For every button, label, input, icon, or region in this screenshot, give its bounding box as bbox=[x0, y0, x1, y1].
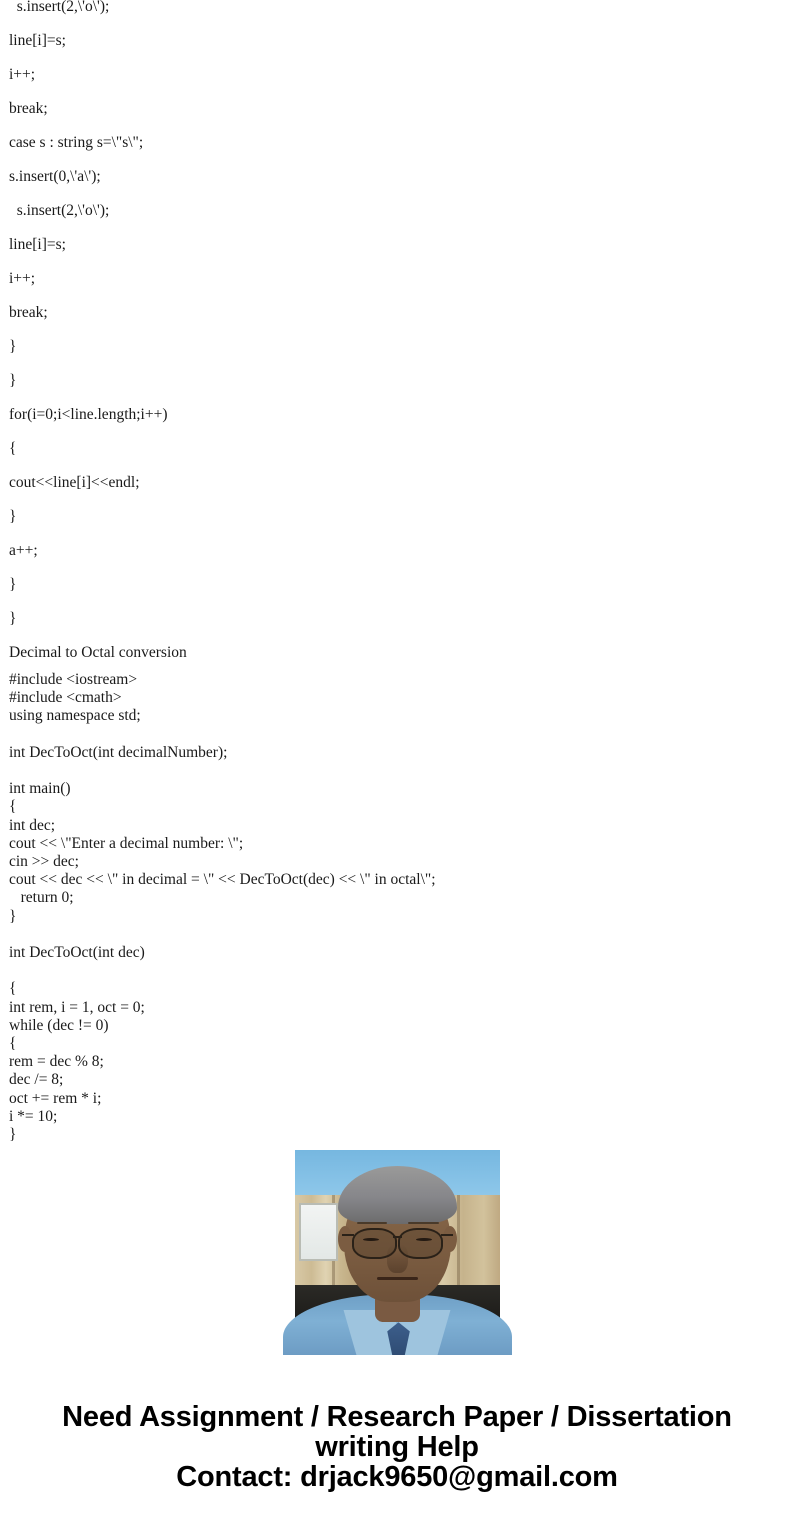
code-line: int dec; bbox=[9, 816, 56, 834]
code-line: case s : string s=\"s\"; bbox=[9, 134, 144, 151]
code-line: s.insert(2,\'o\'); bbox=[9, 202, 110, 219]
code-line: cin >> dec; bbox=[9, 853, 79, 870]
code-block-tight bbox=[9, 671, 789, 1144]
code-line: i++; bbox=[9, 66, 36, 83]
code-line: line[i]=s; bbox=[9, 32, 66, 49]
code-line: for(i=0;i<line.length;i++) bbox=[9, 406, 168, 423]
code-line: } bbox=[9, 372, 17, 389]
code-line-blank bbox=[9, 962, 789, 980]
photo-eyeglass-temple-left bbox=[342, 1234, 354, 1236]
code-line: } bbox=[9, 1126, 17, 1144]
code-line: { bbox=[9, 980, 17, 998]
footer bbox=[0, 1402, 794, 1492]
code-line: } bbox=[9, 338, 17, 355]
photo-mouth bbox=[377, 1277, 418, 1280]
code-line: int main() bbox=[9, 780, 71, 798]
avatar-wrapper bbox=[295, 1150, 500, 1355]
section-heading-decimal-to-octal: Decimal to Octal conversion bbox=[9, 644, 187, 661]
code-line: s.insert(0,\'a\'); bbox=[9, 168, 101, 185]
code-line: cout<<line[i]<<endl; bbox=[9, 474, 140, 491]
code-line: break; bbox=[9, 100, 48, 117]
code-line: #include <iostream> bbox=[9, 671, 138, 688]
code-line: oct += rem * i; bbox=[9, 1089, 102, 1107]
code-line: break; bbox=[9, 304, 48, 321]
code-line: } bbox=[9, 610, 17, 627]
footer-headline: Need Assignment / Research Paper / Dissertation writing Help bbox=[62, 1401, 732, 1463]
code-line: int rem, i = 1, oct = 0; bbox=[9, 998, 145, 1016]
code-line: { bbox=[9, 798, 17, 816]
code-line: while (dec != 0) bbox=[9, 1016, 109, 1034]
code-line: using namespace std; bbox=[9, 707, 141, 725]
code-line: i *= 10; bbox=[9, 1107, 58, 1125]
photo-eyeglass-bridge bbox=[393, 1236, 401, 1238]
code-line: cout << \"Enter a decimal number: \"; bbox=[9, 834, 244, 852]
photo-eyebrow-left bbox=[357, 1222, 388, 1225]
code-line: dec /= 8; bbox=[9, 1071, 64, 1089]
code-line: i++; bbox=[9, 270, 36, 287]
code-line: return 0; bbox=[9, 889, 74, 907]
code-block-loose bbox=[9, 0, 789, 670]
code-line: s.insert(2,\'o\'); bbox=[9, 0, 110, 15]
code-line: } bbox=[9, 576, 17, 593]
avatar bbox=[295, 1150, 500, 1355]
code-line: a++; bbox=[9, 542, 38, 559]
code-line-blank bbox=[9, 762, 789, 780]
code-line: cout << dec << \" in decimal = \" << DecToOct(dec) << \" in octal\"; bbox=[9, 871, 436, 889]
code-line: int DecToOct(int decimalNumber); bbox=[9, 743, 228, 761]
code-line: { bbox=[9, 1035, 17, 1052]
photo-window bbox=[299, 1203, 338, 1260]
code-line: } bbox=[9, 907, 17, 925]
footer-contact: Contact: drjack9650@gmail.com bbox=[176, 1461, 618, 1493]
code-line: #include <cmath> bbox=[9, 689, 122, 707]
code-line: rem = dec % 8; bbox=[9, 1053, 104, 1071]
code-line: int DecToOct(int dec) bbox=[9, 944, 145, 961]
photo-eyeglass-temple-right bbox=[441, 1234, 453, 1236]
code-line-blank bbox=[9, 926, 789, 944]
code-line: line[i]=s; bbox=[9, 236, 66, 253]
code-line-blank bbox=[9, 726, 789, 744]
photo-eyebrow-right bbox=[408, 1222, 439, 1225]
code-line: { bbox=[9, 440, 17, 457]
code-line: } bbox=[9, 508, 17, 525]
photo-nose bbox=[387, 1244, 408, 1273]
